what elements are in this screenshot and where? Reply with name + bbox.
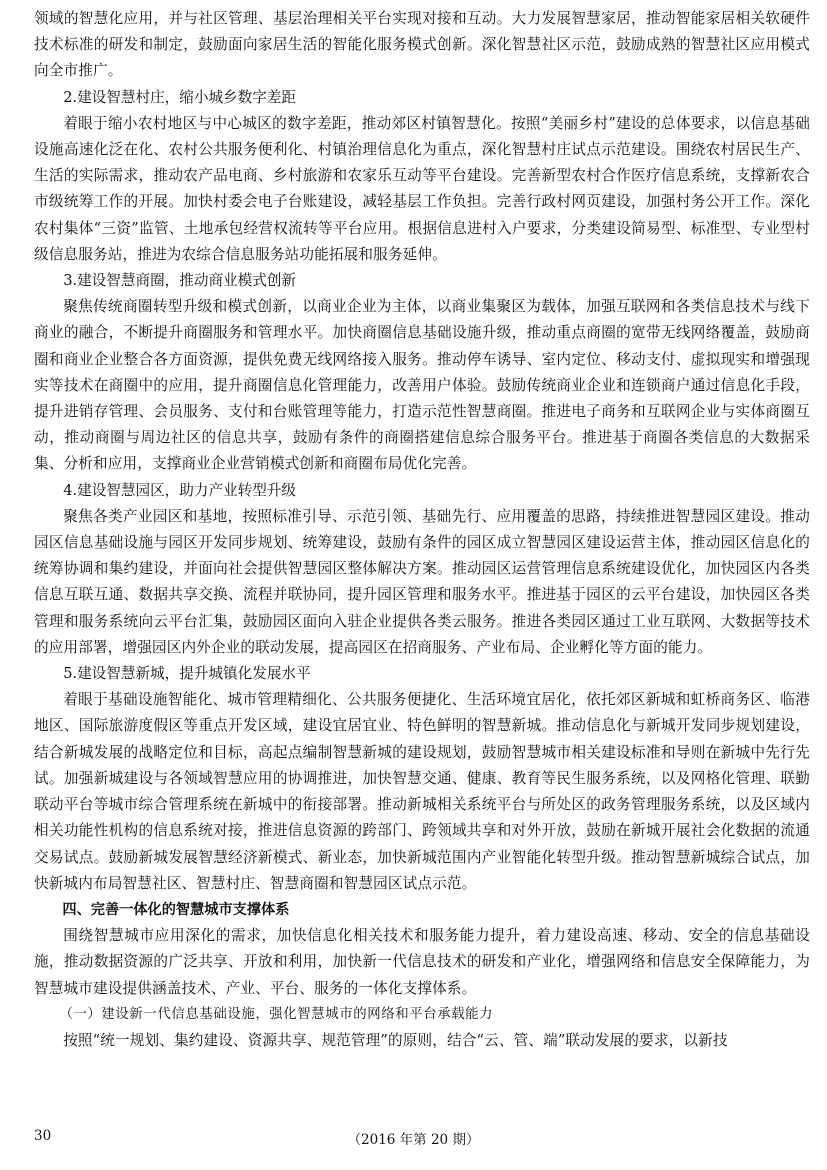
article-body bbox=[34, 6, 810, 1054]
issue-label: （2016 年第 20 期） bbox=[347, 1132, 480, 1148]
body-paragraph: 着眼于缩小农村地区与中心城区的数字差距，推动郊区村镇智慧化。按照“美丽乡村”建设的总体要求，以信息基础设施高速化泛在化、农村公共服务便利化、村镇治理信息化为重点，深化智慧村庄试点示范建设。围绕农村居民生产、生活的实际需求，推动农产品电商、乡村旅游和农家乐互动等平台建设。完善新型农村合作医疗信息系统，支撑新农合市级统筹工作的开展。加快村委会电子台账建设，减轻基层工作负担。完善行政村网页建设，加强村务公开工作。深化农村集体“三资”监管、土地承包经营权流转等平台应用。根据信息进村入户要求，分类建设简易型、标准型、专业型村级信息服务站，推进为农综合信息服务站功能拓展和服务延伸。 bbox=[34, 114, 810, 263]
page-number: 30 bbox=[34, 1128, 52, 1144]
page-footer bbox=[0, 1126, 827, 1148]
body-paragraph: 领域的智慧化应用，并与社区管理、基层治理相关平台实现对接和互动。大力发展智慧家居，推动智能家居相关软硬件技术标准的研发和制定，鼓励面向家居生活的智能化服务模式创新。深化智慧社区示范，鼓励成熟的智慧社区应用模式向全市推广。 bbox=[34, 10, 810, 80]
body-paragraph: 按照“统一规划、集约建设、资源共享、规范管理”的原则，结合“云、管、端”联动发展的要求，以新技 bbox=[63, 1031, 728, 1049]
body-paragraph: 聚焦传统商圈转型升级和模式创新，以商业企业为主体，以商业集聚区为载体，加强互联网和各类信息技术与线下商业的融合，不断提升商圈服务和管理水平。加快商圈信息基础设施升级，推动重点商圈的宽带无线网络覆盖，鼓励商圈和商业企业整合各方面资源，提供免费无线网络接入服务。推动停车诱导、室内定位、移动支付、虚拟现实和增强现实等技术在商圈中的应用，提升商圈信息化管理能力，改善用户体验。鼓励传统商业企业和连锁商户通过信息化手段，提升进销存管理、会员服务、支付和台账管理等能力，打造示范性智慧商圈。推进电子商务和互联网企业与实体商圈互动，推动商圈与周边社区的信息共享，鼓励有条件的商圈搭建信息综合服务平台。推进基于商圈各类信息的大数据采集、分析和应用，支撑商业企业营销模式创新和商圈布局优化完善。 bbox=[34, 298, 810, 473]
body-paragraph: 聚焦各类产业园区和基地，按照标准引导、示范引领、基础先行、应用覆盖的思路，持续推进智慧园区建设。推动园区信息基础设施与园区开发同步规划、统筹建设，鼓励有条件的园区成立智慧园区建设运营主体，推动园区信息化的统筹协调和集约建设，并面向社会提供智慧园区整体解决方案。推动园区运营管理信息系统建设优化，加快园区内各类信息互联互通、数据共享交换、流程并联协同，提升园区管理和服务水平。推进基于园区的云平台建设，加快园区各类管理和服务系统向云平台汇集，鼓励园区面向入驻企业提供各类云服务。推进各类园区通过工业互联网、大数据等技术的应用部署，增强园区内外企业的联动发展，提高园区在招商服务、产业布局、企业孵化等方面的能力。 bbox=[34, 507, 810, 656]
section-heading: 3.建设智慧商圈，推动商业模式创新 bbox=[63, 272, 297, 290]
section-heading: 5.建设智慧新城，提升城镇化发展水平 bbox=[63, 665, 311, 683]
section-heading: 4.建设智慧园区，助力产业转型升级 bbox=[63, 481, 297, 499]
subsection-heading: （一）建设新一代信息基础设施，强化智慧城市的网络和平台承载能力 bbox=[59, 1006, 494, 1022]
chapter-heading: 四、完善一体化的智慧城市支撑体系 bbox=[62, 901, 290, 918]
body-paragraph: 着眼于基础设施智能化、城市管理精细化、公共服务便捷化、生活环境宜居化，依托郊区新城和虹桥商务区、临港地区、国际旅游度假区等重点开发区域，建设宜居宜业、特色鲜明的智慧新城。推动信息化与新城开发同步规划建设，结合新城发展的战略定位和目标，高起点编制智慧新城的建设规划，鼓励智慧城市相关建设标准和导则在新城中先行先试。加强新城建设与各领域智慧应用的协调推进，加快智慧交通、健康、教育等民生服务系统，以及网格化管理、联勤联动平台等城市综合管理系统在新城中的衔接部署。推动新城相关系统平台与所处区的政务管理服务系统，以及区域内相关功能性机构的信息系统对接，推进信息资源的跨部门、跨领域共享和对外开放，鼓励在新城开展社会化数据的流通交易试点。鼓励新城发展智慧经济新模式、新业态，加快新城范围内产业智能化转型升级。推动智慧新城综合试点，加快新城内布局智慧社区、智慧村庄、智慧商圈和智慧园区试点示范。 bbox=[34, 691, 810, 892]
section-heading: 2.建设智慧村庄，缩小城乡数字差距 bbox=[63, 88, 297, 106]
body-paragraph: 围绕智慧城市应用深化的需求，加快信息化相关技术和服务能力提升，着力建设高速、移动、安全的信息基础设施，推动数据资源的广泛共享、开放和利用，加快新一代信息技术的研发和产业化，增强网络和信息安全保障能力，为智慧城市建设提供涵盖技术、产业、平台、服务的一体化支撑体系。 bbox=[34, 927, 810, 997]
